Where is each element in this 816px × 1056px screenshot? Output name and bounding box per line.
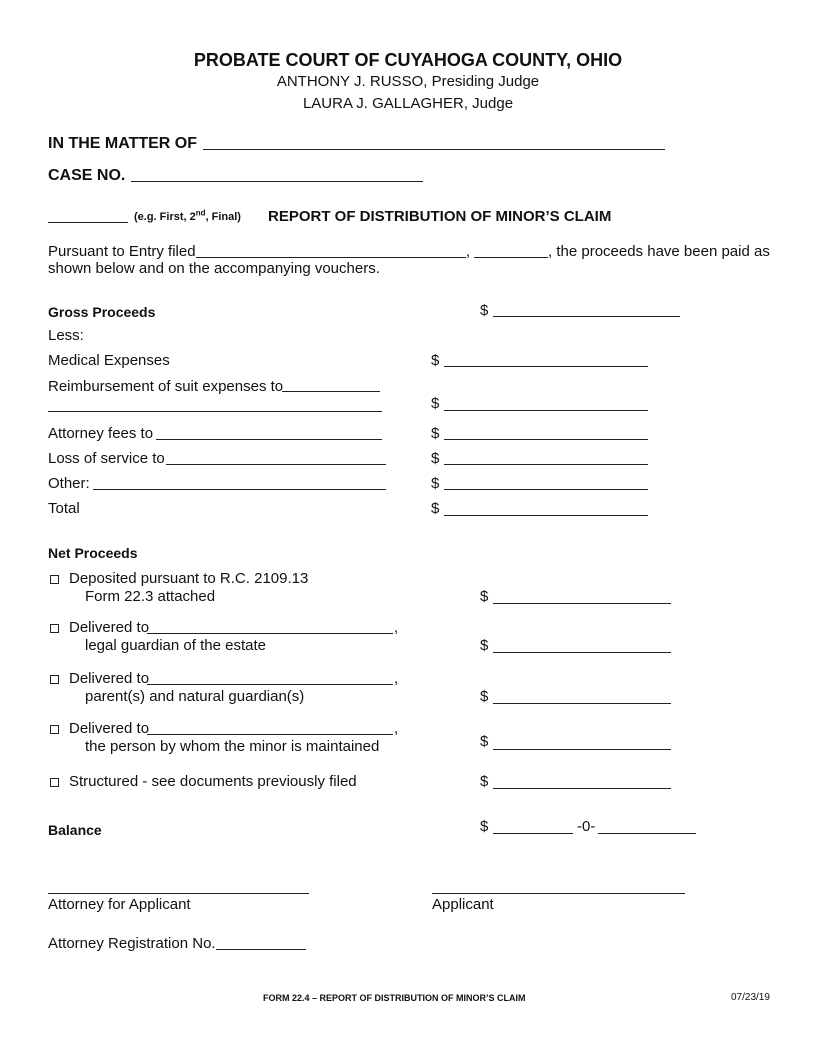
loss-of-service-amount[interactable] [444, 464, 648, 465]
deposited-amount[interactable] [493, 603, 671, 604]
reimbursement-payee-field-2[interactable] [48, 411, 382, 412]
maintainer-label: the person by whom the minor is maintained [85, 738, 380, 755]
gross-proceeds-label: Gross Proceeds [48, 304, 156, 320]
balance-zero: -0- [577, 818, 596, 835]
reimbursement-amount[interactable] [444, 410, 648, 411]
balance-field-left[interactable] [493, 833, 573, 834]
deposited-label: Deposited pursuant to R.C. 2109.13 [69, 570, 309, 587]
dollar-sign: $ [431, 352, 440, 369]
other-amount[interactable] [444, 489, 648, 490]
matter-label: IN THE MATTER OF [48, 135, 198, 152]
total-label: Total [48, 500, 80, 517]
comma: , [394, 720, 399, 737]
case-number-field[interactable] [131, 181, 423, 182]
comma: , [394, 619, 399, 636]
dollar-sign: $ [431, 500, 440, 517]
net-proceeds-label: Net Proceeds [48, 545, 138, 561]
dollar-sign: $ [480, 818, 489, 835]
balance-label: Balance [48, 822, 102, 838]
parents-amount[interactable] [493, 703, 671, 704]
medical-expenses-label: Medical Expenses [48, 352, 170, 369]
parents-name-field[interactable] [147, 684, 393, 685]
loss-of-service-payee-field[interactable] [166, 464, 386, 465]
applicant-label: Applicant [432, 896, 494, 913]
parents-label: parent(s) and natural guardian(s) [85, 688, 305, 705]
registration-number-field[interactable] [216, 949, 306, 950]
attorney-fees-label: Attorney fees to [48, 425, 154, 442]
registration-label: Attorney Registration No. [48, 935, 216, 952]
total-amount[interactable] [444, 515, 648, 516]
dollar-sign: $ [480, 733, 489, 750]
dollar-sign: $ [431, 425, 440, 442]
maintainer-name-field[interactable] [147, 734, 393, 735]
attorney-signature-line[interactable] [48, 893, 309, 894]
structured-checkbox[interactable] [50, 778, 59, 787]
report-title: REPORT OF DISTRIBUTION OF MINOR’S CLAIM [268, 208, 612, 225]
judge: LAURA J. GALLAGHER, Judge [302, 95, 514, 112]
pursuant-text-start: Pursuant to Entry filed [48, 243, 196, 260]
loss-of-service-label: Loss of service to [48, 450, 165, 467]
report-ordinal-hint: (e.g. First, 2nd, Final) [134, 208, 241, 223]
deposited-form-label: Form 22.3 attached [85, 588, 216, 605]
footer-date: 07/23/19 [731, 992, 770, 1003]
attorney-for-applicant-label: Attorney for Applicant [48, 896, 191, 913]
matter-field[interactable] [203, 149, 665, 150]
entry-filed-field[interactable] [196, 257, 466, 258]
guardian-amount[interactable] [493, 652, 671, 653]
footer-form-title: FORM 22.4 – REPORT OF DISTRIBUTION OF MINOR’S CLAIM [263, 993, 526, 1003]
presiding-judge: ANTHONY J. RUSSO, Presiding Judge [276, 73, 540, 90]
medical-expenses-amount[interactable] [444, 366, 648, 367]
comma: , [394, 670, 399, 687]
delivered-to-label: Delivered to [69, 670, 150, 687]
guardian-name-field[interactable] [147, 633, 393, 634]
dollar-sign: $ [480, 588, 489, 605]
less-label: Less: [48, 327, 84, 344]
dollar-sign: $ [431, 475, 440, 492]
entry-date-field[interactable] [474, 257, 548, 258]
other-description-field[interactable] [93, 489, 386, 490]
court-title: PROBATE COURT OF CUYAHOGA COUNTY, OHIO [193, 50, 623, 70]
pursuant-comma: , [466, 243, 471, 260]
dollar-sign: $ [480, 302, 489, 319]
delivered-guardian-checkbox[interactable] [50, 624, 59, 633]
structured-label: Structured - see documents previously filed [69, 773, 357, 790]
structured-amount[interactable] [493, 788, 671, 789]
attorney-fees-payee-field[interactable] [156, 439, 382, 440]
gross-proceeds-amount[interactable] [493, 316, 680, 317]
delivered-maintainer-checkbox[interactable] [50, 725, 59, 734]
dollar-sign: $ [480, 773, 489, 790]
guardian-estate-label: legal guardian of the estate [85, 637, 266, 654]
reimbursement-payee-field[interactable] [282, 391, 380, 392]
attorney-fees-amount[interactable] [444, 439, 648, 440]
dollar-sign: $ [480, 688, 489, 705]
pursuant-text-line2: shown below and on the accompanying vouchers. [48, 260, 380, 277]
applicant-signature-line[interactable] [432, 893, 685, 894]
dollar-sign: $ [480, 637, 489, 654]
deposited-checkbox[interactable] [50, 575, 59, 584]
reimbursement-label: Reimbursement of suit expenses to [48, 378, 284, 395]
dollar-sign: $ [431, 395, 440, 412]
balance-field-right[interactable] [598, 833, 696, 834]
delivered-to-label: Delivered to [69, 720, 150, 737]
other-label: Other: [48, 475, 90, 492]
maintainer-amount[interactable] [493, 749, 671, 750]
pursuant-text-end: , the proceeds have been paid as [548, 243, 770, 260]
delivered-parents-checkbox[interactable] [50, 675, 59, 684]
report-ordinal-field[interactable] [48, 222, 128, 223]
case-label: CASE NO. [48, 167, 126, 184]
delivered-to-label: Delivered to [69, 619, 150, 636]
dollar-sign: $ [431, 450, 440, 467]
